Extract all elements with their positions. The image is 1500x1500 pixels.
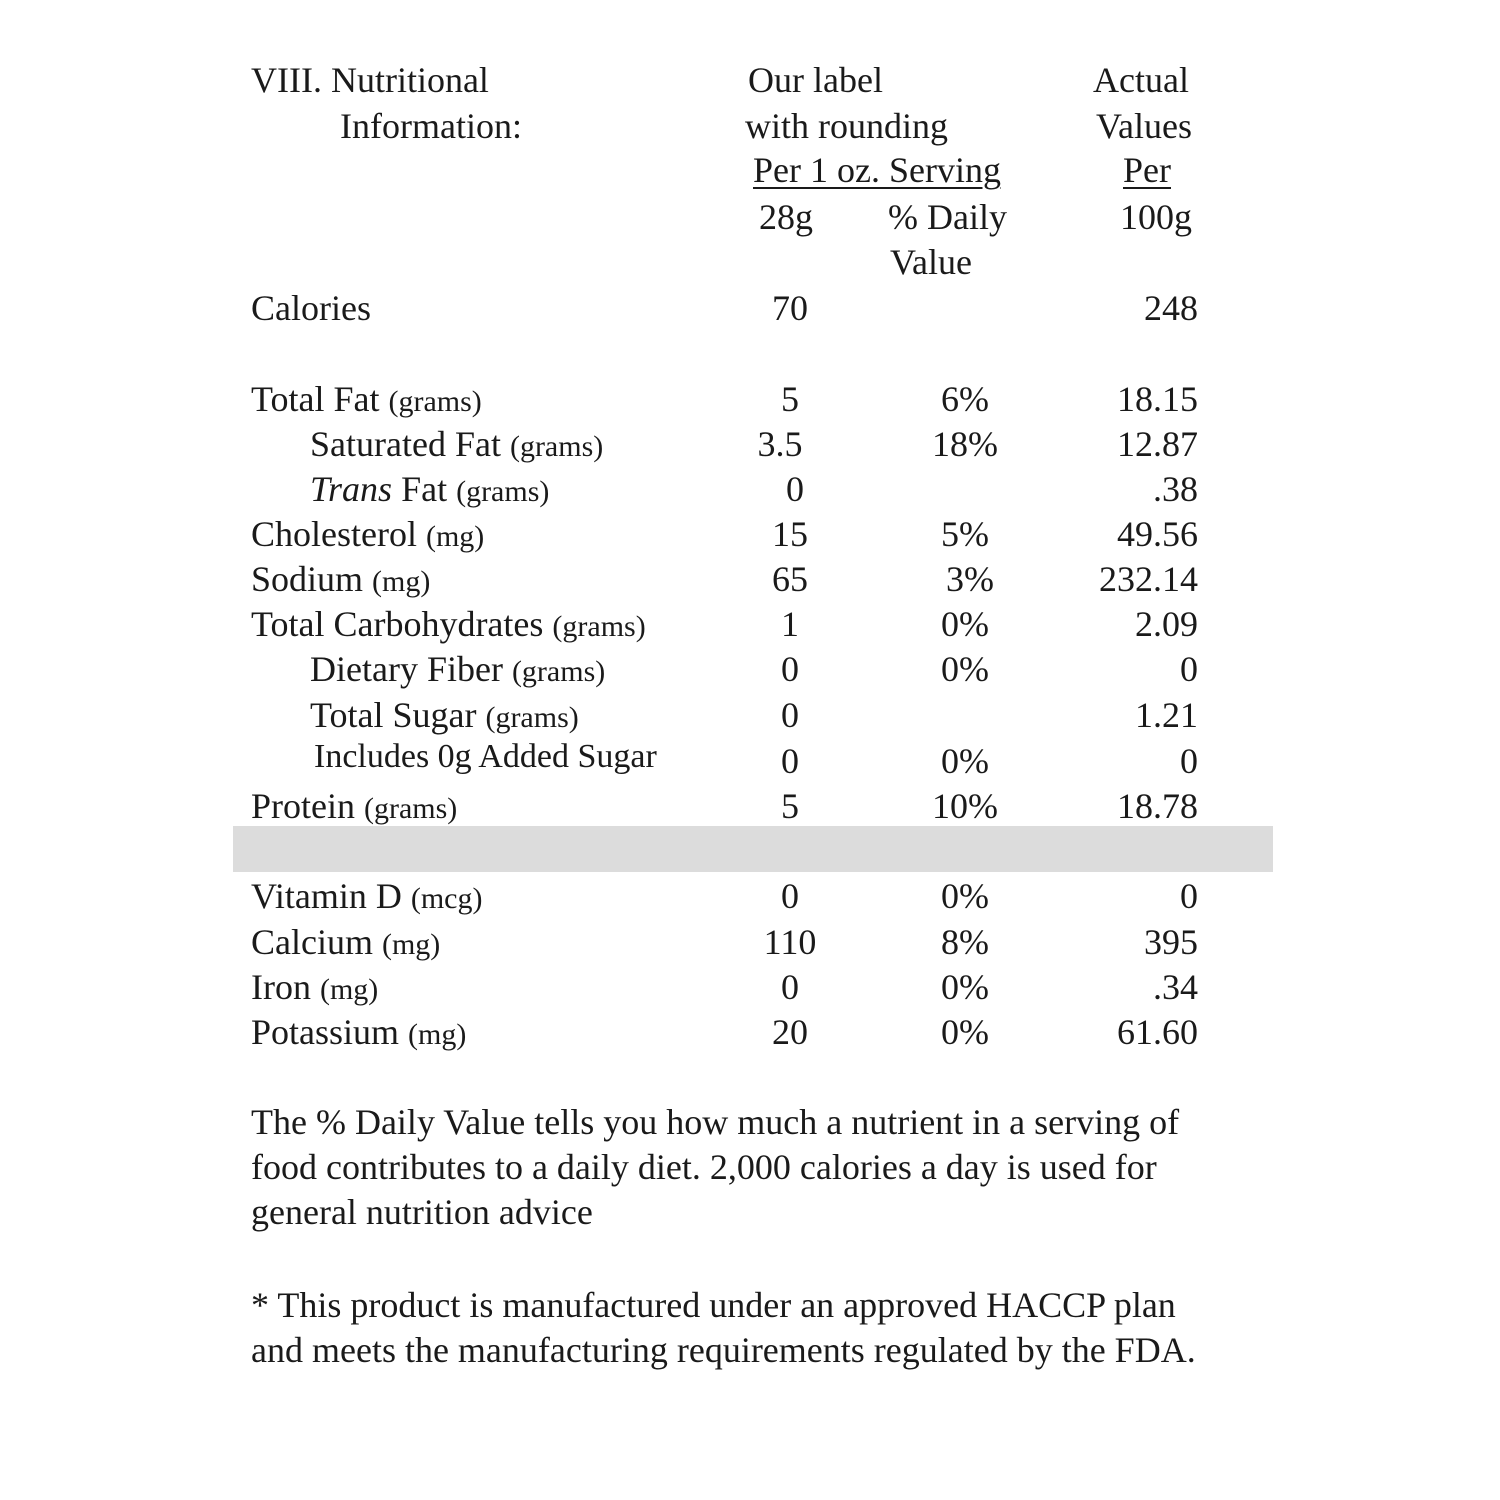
nutrient-name: Total Sugar (grams) (310, 695, 579, 735)
nutrient-name: Sodium (mg) (251, 559, 431, 599)
section-divider-band (233, 826, 1273, 872)
actual-value: 1.21 (1135, 695, 1198, 735)
daily-value: 18% (932, 424, 998, 464)
nutrient-unit: (mg) (319, 973, 379, 1006)
daily-value: 0% (941, 604, 989, 644)
actual-value: 0 (1180, 876, 1198, 916)
daily-value: 0% (941, 1012, 989, 1052)
nutrient-name: Calories (251, 288, 371, 328)
serving-value: 3.5 (757, 424, 803, 464)
nutrient-name: Iron (mg) (251, 967, 379, 1007)
nutrient-unit: (grams) (552, 610, 646, 643)
section-title-line2: Information: (340, 106, 522, 146)
daily-value: 10% (932, 786, 998, 826)
actual-value: 0 (1180, 741, 1198, 781)
serving-value: 0 (781, 967, 799, 1007)
actual-col-heading-line3: Per (1123, 150, 1171, 190)
daily-value-heading-line2: Value (890, 242, 972, 282)
nutrient-unit: (grams) (511, 655, 606, 688)
nutrient-name: Protein (grams) (251, 786, 458, 826)
nutrient-name: Vitamin D (mcg) (251, 876, 483, 916)
nutrient-name: Trans Fat (grams) (310, 469, 550, 509)
serving-value: 65 (772, 559, 808, 599)
daily-value-heading-line1: % Daily (888, 197, 1007, 237)
daily-value: 6% (941, 379, 989, 419)
nutrient-name: Dietary Fiber (grams) (310, 649, 606, 689)
serving-value: 15 (772, 514, 808, 554)
serving-value: 0 (781, 876, 799, 916)
actual-value: 12.87 (1117, 424, 1198, 464)
serving-value: 5 (781, 786, 799, 826)
nutrient-unit: (mg) (425, 520, 485, 553)
actual-col-heading-line2: Values (1096, 106, 1192, 146)
nutrient-unit: (mg) (408, 1018, 467, 1051)
actual-value: 18.78 (1117, 786, 1198, 826)
serving-value: 0 (786, 469, 804, 509)
daily-value: 5% (941, 514, 989, 554)
daily-value-footnote: The % Daily Value tells you how much a nutrient in a serving of food contributes to a daily diet. 2,000 calories a day is used for general nutrition advice (251, 1102, 1180, 1232)
actual-value: 18.15 (1117, 379, 1198, 419)
nutrient-name: Saturated Fat (grams) (310, 424, 604, 464)
actual-value: 395 (1144, 922, 1198, 962)
actual-col-heading-line1: Actual (1093, 60, 1189, 100)
serving-value: 0 (781, 695, 799, 735)
nutrient-unit: (grams) (509, 430, 604, 463)
serving-value: 1 (781, 604, 799, 644)
nutrient-unit: (grams) (456, 475, 550, 508)
nutrient-unit: (grams) (364, 792, 458, 825)
daily-value: 3% (946, 559, 994, 599)
nutrient-unit: (grams) (388, 385, 482, 418)
serving-grams-heading: 28g (759, 197, 813, 237)
serving-value: 0 (781, 741, 799, 781)
serving-value: 110 (763, 922, 817, 962)
nutrient-name: Potassium (mg) (251, 1012, 467, 1052)
actual-value: .34 (1153, 967, 1198, 1007)
nutrient-name: Total Fat (grams) (251, 379, 482, 419)
actual-value: 61.60 (1117, 1012, 1198, 1052)
label-col-heading-line1: Our label (748, 60, 883, 100)
nutrient-name: Calcium (mg) (251, 922, 441, 962)
serving-value: 70 (772, 288, 808, 328)
label-col-heading-line2: with rounding (745, 106, 948, 146)
daily-value: 0% (941, 741, 989, 781)
actual-value: 0 (1180, 649, 1198, 689)
daily-value: 0% (941, 649, 989, 689)
nutrient-unit: (mg) (381, 928, 441, 961)
nutrient-name: Includes 0g Added Sugar (314, 738, 657, 775)
haccp-footnote: * This product is manufactured under an approved HACCP plan and meets the manufacturing requirements regulated by the FDA. (251, 1285, 1196, 1370)
serving-value: 20 (772, 1012, 808, 1052)
nutrient-name: Total Carbohydrates (grams) (251, 604, 646, 644)
daily-value: 0% (941, 967, 989, 1007)
serving-value: 5 (781, 379, 799, 419)
nutrient-unit: (mg) (372, 565, 431, 598)
daily-value: 0% (941, 876, 989, 916)
nutrient-unit: (mcg) (410, 882, 483, 915)
label-col-heading-line3: Per 1 oz. Serving (753, 150, 1001, 190)
actual-value: 248 (1144, 288, 1198, 328)
actual-value: 232.14 (1099, 559, 1198, 599)
section-title-line1: VIII. Nutritional (251, 60, 489, 100)
actual-value: 2.09 (1135, 604, 1198, 644)
daily-value: 8% (941, 922, 989, 962)
nutrient-unit: (grams) (485, 701, 579, 734)
actual-col-heading-line4: 100g (1120, 197, 1192, 237)
actual-value: .38 (1153, 469, 1198, 509)
actual-value: 49.56 (1117, 514, 1198, 554)
serving-value: 0 (781, 649, 799, 689)
nutrient-name: Cholesterol (mg) (251, 514, 485, 554)
